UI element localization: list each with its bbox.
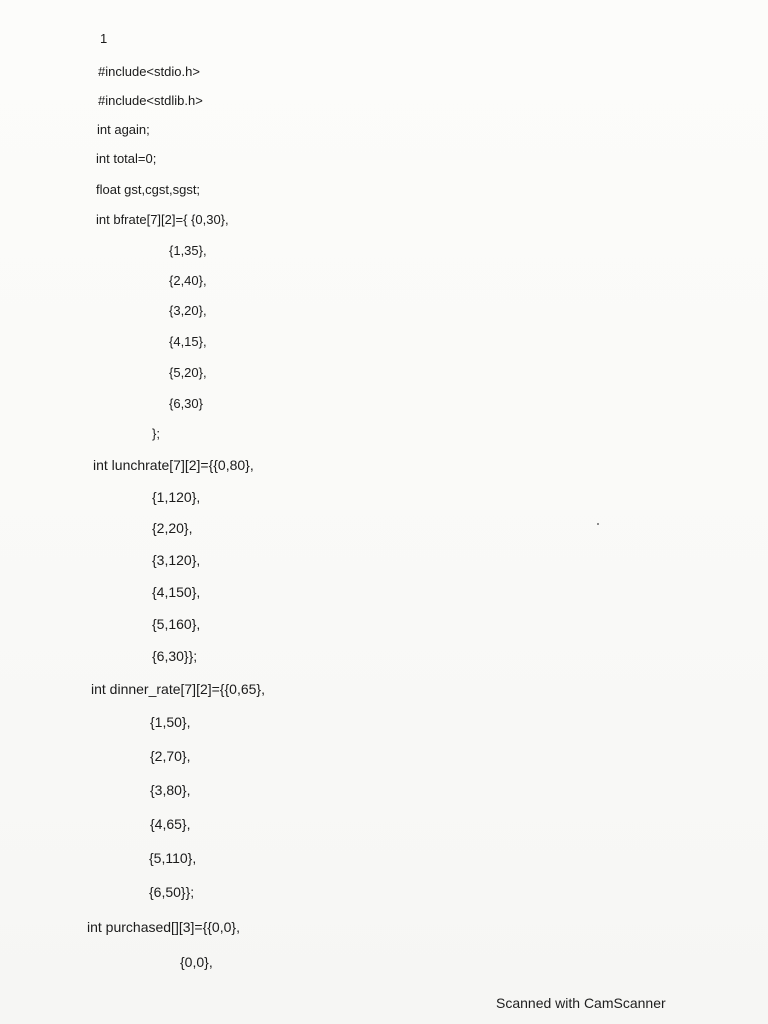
code-line-purchased-row: {0,0}, <box>180 954 213 970</box>
code-line-int-again: int again; <box>97 122 150 137</box>
camscanner-watermark: Scanned with CamScanner <box>496 995 666 1011</box>
code-line-bfrate-row: {3,20}, <box>169 303 207 318</box>
paper-speck <box>597 523 599 525</box>
code-line-dinner-rate-row: {6,50}}; <box>149 884 195 900</box>
code-line-bfrate-row: {4,15}, <box>169 334 207 349</box>
code-line-dinner-rate-row: {3,80}, <box>150 782 191 798</box>
code-line-dinner-rate-decl: int dinner_rate[7][2]={{0,65}, <box>91 681 265 697</box>
code-line-bfrate-row: {1,35}, <box>169 243 207 258</box>
code-line-bfrate-row: {6,30} <box>169 396 203 411</box>
code-line-bfrate-row: {5,20}, <box>169 365 207 380</box>
code-line-lunchrate-row: {6,30}}; <box>152 648 198 664</box>
code-line-lunchrate-row: {2,20}, <box>152 520 193 536</box>
code-line-include-stdio: #include<stdio.h> <box>98 64 200 79</box>
code-line-lunchrate-row: {3,120}, <box>152 552 201 568</box>
code-line-bfrate-decl: int bfrate[7][2]={ {0,30}, <box>96 212 229 227</box>
code-line-bfrate-row: {2,40}, <box>169 273 207 288</box>
code-line-include-stdlib: #include<stdlib.h> <box>98 93 203 108</box>
code-line-float-gst: float gst,cgst,sgst; <box>96 182 201 197</box>
code-line-lunchrate-decl: int lunchrate[7][2]={{0,80}, <box>93 457 254 473</box>
code-line-lunchrate-row: {4,150}, <box>152 584 201 600</box>
code-line-purchased-decl: int purchased[][3]={{0,0}, <box>87 919 240 935</box>
code-line-dinner-rate-row: {1,50}, <box>150 714 191 730</box>
code-line-lunchrate-row: {5,160}, <box>152 616 201 632</box>
code-line-dinner-rate-row: {2,70}, <box>150 748 191 764</box>
code-line-int-total: int total=0; <box>96 151 157 166</box>
code-line-dinner-rate-row: {5,110}, <box>149 850 197 866</box>
code-line-bfrate-close: }; <box>152 426 160 441</box>
code-line-lunchrate-row: {1,120}, <box>152 489 201 505</box>
code-line-dinner-rate-row: {4,65}, <box>150 816 191 832</box>
page-number: 1 <box>100 31 108 46</box>
